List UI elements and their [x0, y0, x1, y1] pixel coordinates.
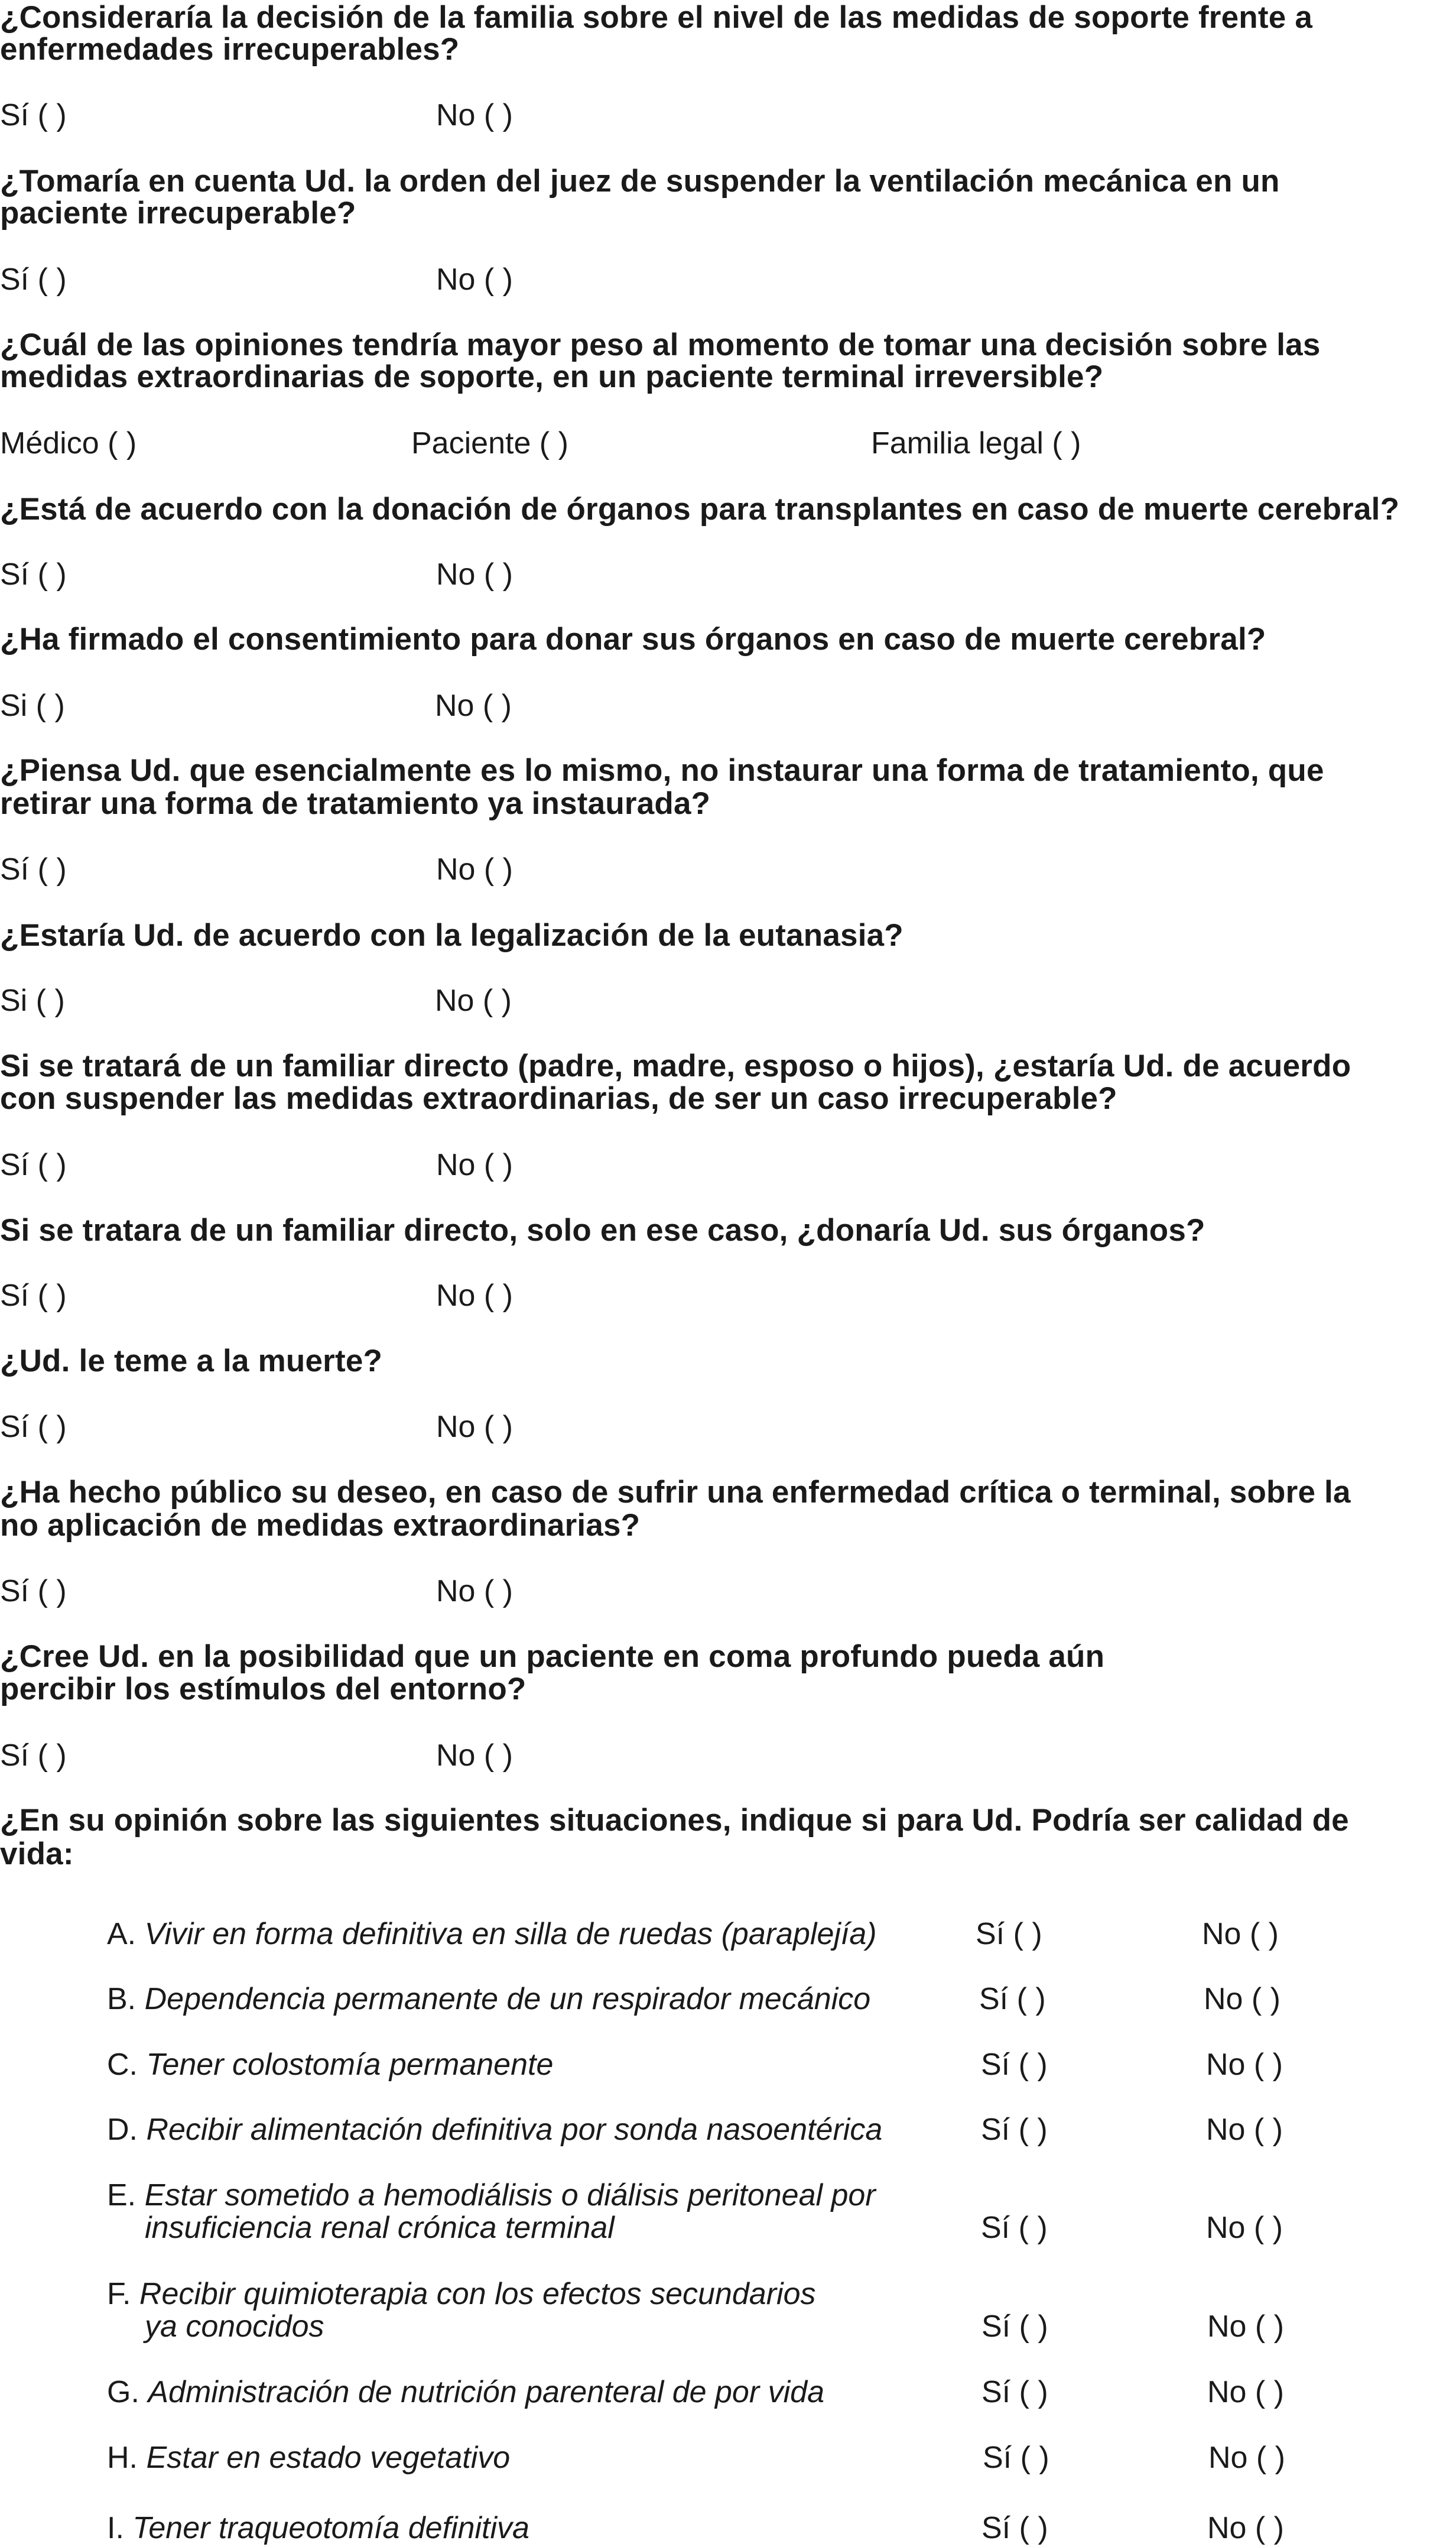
question-5-option-yes[interactable]: Si ( ) — [0, 689, 65, 723]
quality-item-e-yes[interactable]: Sí ( ) — [981, 2211, 1048, 2245]
question-2-option-yes[interactable]: Sí ( ) — [0, 262, 67, 297]
quality-item-g-text: Administración de nutrición parenteral de por vida — [148, 2375, 824, 2409]
question-13-line-2: vida: — [0, 1837, 74, 1871]
question-13-line-1: ¿En su opinión sobre las siguientes situaciones, indique si para Ud. Podría ser calidad de — [0, 1803, 1349, 1838]
question-3-option-familia[interactable]: Familia legal ( ) — [871, 426, 1081, 460]
question-11-option-no[interactable]: No ( ) — [436, 1574, 513, 1608]
quality-item-e-text-1: Estar sometido a hemodiálisis o diálisis peritoneal por — [144, 2178, 876, 2212]
quality-item-e-no[interactable]: No ( ) — [1206, 2211, 1283, 2245]
question-6-line-1: ¿Piensa Ud. que esencialmente es lo mismo, no instaurar una forma de tratamiento, que — [0, 753, 1324, 788]
question-1-line-1: ¿Consideraría la decisión de la familia sobre el nivel de las medidas de soporte frente a — [0, 0, 1313, 35]
quality-item-b-yes[interactable]: Sí ( ) — [979, 1982, 1046, 2016]
question-1-line-2: enfermedades irrecuperables? — [0, 32, 460, 67]
quality-item-h-text: Estar en estado vegetativo — [146, 2441, 511, 2475]
quality-item-a-letter: A. — [107, 1917, 136, 1951]
question-3-option-paciente[interactable]: Paciente ( ) — [411, 426, 568, 460]
quality-item-d-letter: D. — [107, 2113, 138, 2147]
quality-item-b-no[interactable]: No ( ) — [1204, 1982, 1280, 2016]
question-4-option-yes[interactable]: Sí ( ) — [0, 557, 67, 592]
question-11-line-2: no aplicación de medidas extraordinarias? — [0, 1508, 641, 1543]
quality-item-c-text: Tener colostomía permanente — [146, 2048, 554, 2082]
quality-item-g — [107, 2376, 824, 2409]
question-8-option-yes[interactable]: Sí ( ) — [0, 1148, 67, 1182]
quality-item-c-yes[interactable]: Sí ( ) — [981, 2048, 1048, 2082]
quality-item-h-letter: H. — [107, 2441, 138, 2475]
question-6-line-2: retirar una forma de tratamiento ya instaurada? — [0, 786, 711, 821]
quality-item-i-no[interactable]: No ( ) — [1207, 2511, 1284, 2545]
question-9-option-yes[interactable]: Sí ( ) — [0, 1279, 67, 1313]
question-12-option-no[interactable]: No ( ) — [436, 1738, 513, 1773]
question-11-option-yes[interactable]: Sí ( ) — [0, 1574, 67, 1608]
question-6-option-yes[interactable]: Sí ( ) — [0, 852, 67, 887]
quality-item-f-line-2 — [145, 2310, 324, 2343]
question-3-line-2: medidas extraordinarias de soporte, en un paciente terminal irreversible? — [0, 359, 1104, 394]
question-8-line-1: Si se tratará de un familiar directo (padre, madre, esposo o hijos), ¿estaría Ud. de acuerdo — [0, 1049, 1351, 1083]
quality-item-f-yes[interactable]: Sí ( ) — [982, 2309, 1048, 2344]
quality-item-a-text: Vivir en forma definitiva en silla de ruedas (paraplejía) — [144, 1917, 877, 1951]
quality-item-b-text: Dependencia permanente de un respirador mecánico — [144, 1982, 871, 2016]
quality-item-f-text-1: Recibir quimioterapia con los efectos secundarios — [139, 2277, 816, 2311]
question-8-line-2: con suspender las medidas extraordinarias, de ser un caso irrecuperable? — [0, 1081, 1117, 1116]
quality-item-i-letter: I. — [107, 2511, 124, 2545]
quality-item-b-letter: B. — [107, 1982, 136, 2016]
question-5-option-no[interactable]: No ( ) — [435, 689, 512, 723]
question-9-line-1: Si se tratara de un familiar directo, solo en ese caso, ¿donaría Ud. sus órganos? — [0, 1213, 1205, 1248]
quality-item-g-yes[interactable]: Sí ( ) — [982, 2375, 1048, 2409]
quality-item-d-no[interactable]: No ( ) — [1206, 2113, 1283, 2147]
question-1-option-yes[interactable]: Sí ( ) — [0, 98, 67, 132]
quality-item-f-letter: F. — [107, 2277, 131, 2311]
question-10-option-yes[interactable]: Sí ( ) — [0, 1410, 67, 1444]
quality-item-c-no[interactable]: No ( ) — [1206, 2048, 1283, 2082]
question-12-option-yes[interactable]: Sí ( ) — [0, 1738, 67, 1773]
quality-item-e-letter: E. — [107, 2178, 136, 2212]
question-2-option-no[interactable]: No ( ) — [436, 262, 513, 297]
quality-item-a — [107, 1917, 877, 1951]
question-7-line-1: ¿Estaría Ud. de acuerdo con la legalización de la eutanasia? — [0, 918, 904, 953]
quality-item-e-text-2: insuficiencia renal crónica terminal — [145, 2211, 615, 2245]
quality-item-d-text: Recibir alimentación definitiva por sonda nasoentérica — [146, 2113, 883, 2147]
quality-item-g-no[interactable]: No ( ) — [1207, 2375, 1284, 2409]
quality-item-g-letter: G. — [107, 2375, 139, 2409]
quality-item-f-no[interactable]: No ( ) — [1207, 2309, 1284, 2344]
quality-item-e-line-1 — [107, 2179, 876, 2212]
quality-item-c — [107, 2048, 553, 2081]
question-4-line-1: ¿Está de acuerdo con la donación de órganos para transplantes en caso de muerte cerebral? — [0, 492, 1400, 527]
quality-item-b — [107, 1983, 870, 2016]
quality-item-a-yes[interactable]: Sí ( ) — [976, 1917, 1042, 1951]
quality-item-h — [107, 2441, 510, 2474]
question-2-line-1: ¿Tomaría en cuenta Ud. la orden del juez de suspender la ventilación mecánica en un — [0, 164, 1280, 199]
question-10-option-no[interactable]: No ( ) — [436, 1410, 513, 1444]
question-6-option-no[interactable]: No ( ) — [436, 852, 513, 887]
quality-item-e-line-2 — [145, 2211, 615, 2244]
question-8-option-no[interactable]: No ( ) — [436, 1148, 513, 1182]
quality-item-i — [107, 2512, 529, 2545]
question-2-line-2: paciente irrecuperable? — [0, 196, 356, 231]
quality-item-h-no[interactable]: No ( ) — [1208, 2441, 1285, 2475]
quality-item-a-no[interactable]: No ( ) — [1202, 1917, 1279, 1951]
quality-item-h-yes[interactable]: Sí ( ) — [983, 2441, 1049, 2475]
quality-item-d — [107, 2113, 882, 2146]
question-3-option-medico[interactable]: Médico ( ) — [0, 426, 137, 460]
question-3-line-1: ¿Cuál de las opiniones tendría mayor peso al momento de tomar una decisión sobre las — [0, 327, 1321, 362]
quality-item-f-text-2: ya conocidos — [145, 2309, 324, 2344]
quality-item-f-line-1 — [107, 2277, 816, 2311]
question-7-option-no[interactable]: No ( ) — [435, 984, 512, 1018]
quality-item-i-text: Tener traqueotomía definitiva — [132, 2511, 529, 2545]
question-5-line-1: ¿Ha firmado el consentimiento para donar sus órganos en caso de muerte cerebral? — [0, 622, 1266, 657]
quality-item-d-yes[interactable]: Sí ( ) — [981, 2113, 1048, 2147]
question-1-option-no[interactable]: No ( ) — [436, 98, 513, 132]
quality-item-i-yes[interactable]: Sí ( ) — [982, 2511, 1048, 2545]
question-12-line-1: ¿Cree Ud. en la posibilidad que un paciente en coma profundo pueda aún — [0, 1639, 1105, 1674]
question-4-option-no[interactable]: No ( ) — [436, 557, 513, 592]
quality-item-c-letter: C. — [107, 2048, 138, 2082]
question-10-line-1: ¿Ud. le teme a la muerte? — [0, 1344, 383, 1378]
question-9-option-no[interactable]: No ( ) — [436, 1279, 513, 1313]
question-7-option-yes[interactable]: Si ( ) — [0, 984, 65, 1018]
question-12-line-2: percibir los estímulos del entorno? — [0, 1672, 526, 1706]
question-11-line-1: ¿Ha hecho público su deseo, en caso de sufrir una enfermedad crítica o terminal, sobre la — [0, 1475, 1351, 1510]
